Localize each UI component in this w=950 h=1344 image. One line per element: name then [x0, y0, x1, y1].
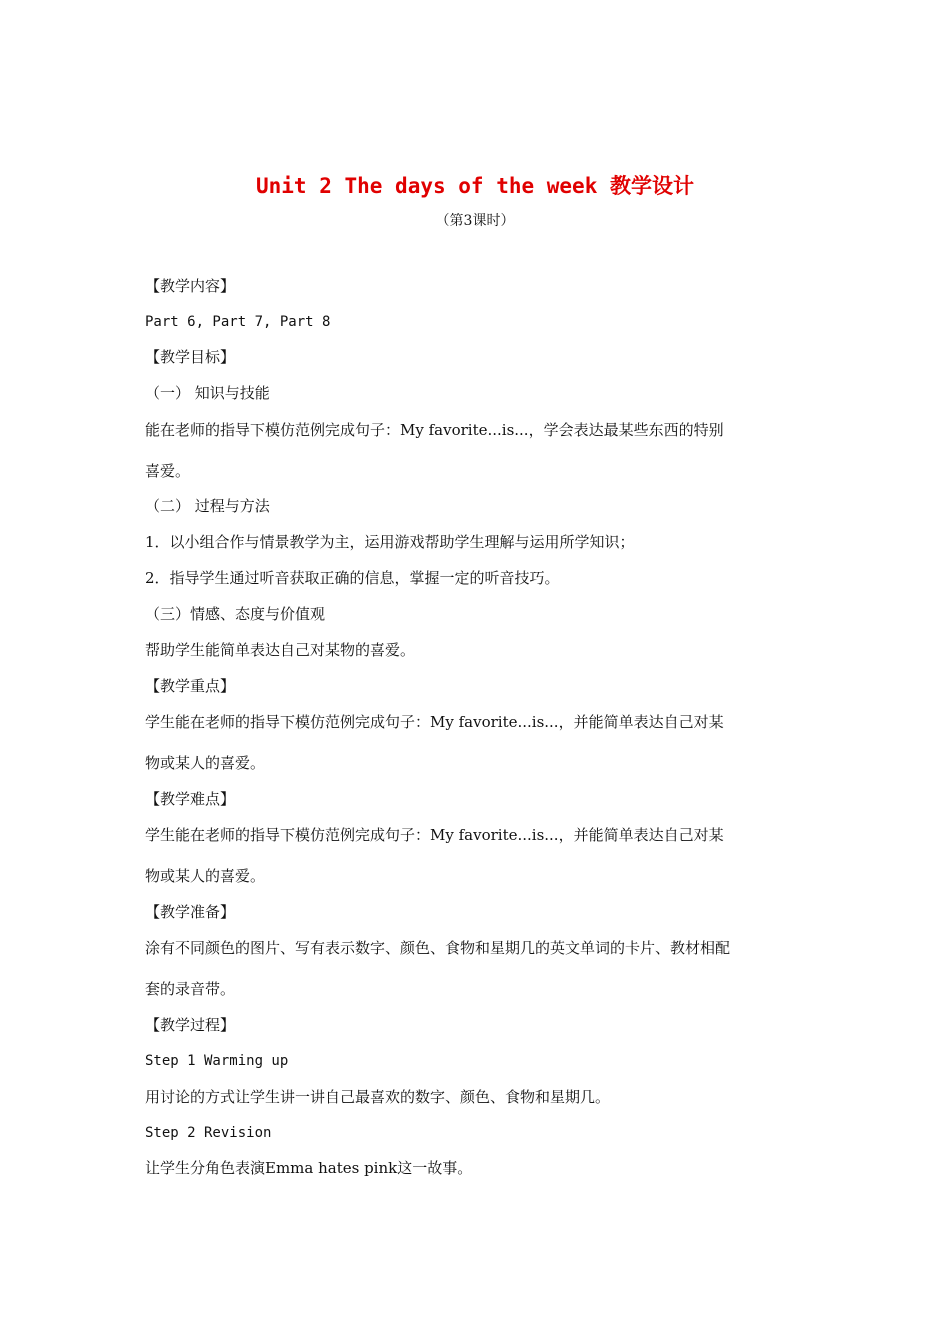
document-subtitle: （第3课时） — [435, 213, 515, 229]
paragraph-line: 能在老师的指导下模仿范例完成句子：My favorite...is...，学会表达最某些东西的特别 — [145, 421, 724, 439]
paragraph-line: 喜爱。 — [145, 462, 191, 480]
paragraph-line: 涂有不同颜色的图片、写有表示数字、颜色、食物和星期几的英文单词的卡片、教材相配 — [145, 939, 731, 957]
paragraph-line: 物或某人的喜爱。 — [145, 867, 266, 885]
paragraph-line: 学生能在老师的指导下模仿范例完成句子：My favorite...is...，并能简单表达自己对某 — [145, 713, 724, 731]
document-title: Unit 2 The days of the week 教学设计 — [255, 174, 694, 198]
subsection-heading: （一） 知识与技能 — [145, 384, 270, 402]
subsection-heading: （二） 过程与方法 — [145, 497, 270, 515]
paragraph-line: 用讨论的方式让学生讲一讲自己最喜欢的数字、颜色、食物和星期几。 — [145, 1088, 611, 1106]
paragraph-line: 学生能在老师的指导下模仿范例完成句子：My favorite...is...，并能简单表达自己对某 — [145, 826, 724, 844]
paragraph-line: 物或某人的喜爱。 — [145, 754, 266, 772]
paragraph-line: 套的录音带。 — [145, 980, 236, 998]
paragraph-line: Part 6, Part 7, Part 8 — [145, 314, 331, 330]
list-item: 1．以小组合作与情景教学为主，运用游戏帮助学生理解与运用所学知识； — [145, 533, 635, 551]
paragraph-line: 让学生分角色表演Emma hates pink这一故事。 — [145, 1159, 473, 1177]
subsection-heading: （三）情感、态度与价值观 — [145, 605, 326, 623]
step-heading: Step 2 Revision — [145, 1125, 272, 1141]
section-heading-key-points: 【教学重点】 — [145, 677, 236, 695]
step-heading: Step 1 Warming up — [145, 1053, 289, 1069]
section-heading-objectives: 【教学目标】 — [145, 348, 236, 366]
section-heading-preparation: 【教学准备】 — [145, 903, 236, 921]
section-heading-difficulties: 【教学难点】 — [145, 790, 236, 808]
section-heading-content: 【教学内容】 — [145, 277, 236, 295]
section-heading-process: 【教学过程】 — [145, 1016, 236, 1034]
paragraph-line: 帮助学生能简单表达自己对某物的喜爱。 — [145, 641, 416, 659]
list-item: 2．指导学生通过听音获取正确的信息，掌握一定的听音技巧。 — [145, 569, 560, 587]
